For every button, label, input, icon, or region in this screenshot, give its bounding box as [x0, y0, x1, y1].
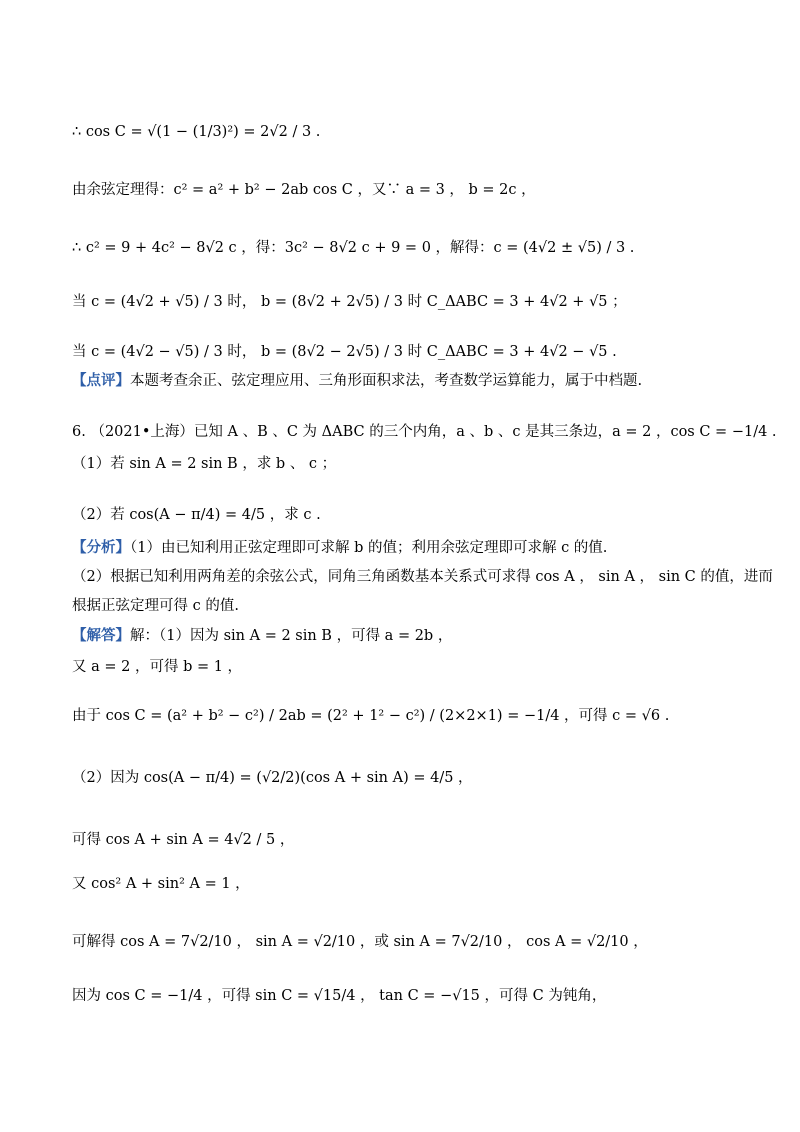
section-tag: 【点评】: [72, 372, 130, 389]
comment-line: 【点评】本题考查余正、弦定理应用、三角形面积求法，考查数学运算能力，属于中档题.: [72, 372, 643, 389]
section-tag: 【解答】: [72, 627, 130, 644]
section-tag: 【分析】: [72, 539, 130, 556]
solution-line-7: 可解得 cos A = 7√2/10 ， sin A = √2/10 ，或 sin A = 7√2/10 ， cos A = √2/10 ，: [72, 934, 648, 950]
problem-6-part-1: （1）若 sin A = 2 sin B ，求 b 、 c ；: [72, 456, 337, 472]
text-line-cosC: ∴ cos C = √(1 − (1/3)²) = 2√2 / 3 .: [72, 124, 321, 140]
analysis-line-3: 根据正弦定理可得 c 的值.: [72, 598, 239, 614]
analysis-line-2: （2）根据已知利用两角差的余弦公式，同角三角函数基本关系式可求得 cos A ， sin A ， sin C 的值，进而: [72, 569, 773, 585]
solution-line-2: 又 a = 2 ，可得 b = 1 ，: [72, 659, 243, 675]
solution-line-1: 【解答】解：（1）因为 sin A = 2 sin B ，可得 a = 2b ，: [72, 627, 453, 644]
solution-line-8: 因为 cos C = −1/4 ，可得 sin C = √15/4 ， tan C = −√15 ，可得 C 为钝角，: [72, 988, 607, 1004]
solution-line-3: 由于 cos C = (a² + b² − c²) / 2ab = (2² + 1² − c²) / (2×2×1) = −1/4 ，可得 c = √6 .: [72, 708, 670, 724]
problem-6-statement: 6. （2021•上海）已知 A 、B 、C 为 ΔABC 的三个内角，a 、b 、c 是其三条边，a = 2 ，cos C = −1/4 .: [72, 424, 777, 440]
solution-line-4: （2）因为 cos(A − π/4) = (√2/2)(cos A + sin A) = 4/5 ，: [72, 770, 473, 786]
text-line-quadratic: ∴ c² = 9 + 4c² − 8√2 c ，得：3c² − 8√2 c + 9 = 0 ，解得：c = (4√2 ± √5) / 3 .: [72, 240, 635, 256]
solution-line-6: 又 cos² A + sin² A = 1 ，: [72, 876, 250, 892]
text-line-cosine-law: 由余弦定理得：c² = a² + b² − 2ab cos C ，又∵ a = 3 ， b = 2c ，: [72, 182, 536, 198]
problem-6-part-2: （2）若 cos(A − π/4) = 4/5 ，求 c .: [72, 507, 321, 523]
text-line-case-plus: 当 c = (4√2 + √5) / 3 时， b = (8√2 + 2√5) / 3 时 C_ΔABC = 3 + 4√2 + √5 ；: [72, 294, 627, 310]
text-line-case-minus: 当 c = (4√2 − √5) / 3 时， b = (8√2 − 2√5) / 3 时 C_ΔABC = 3 + 4√2 − √5 .: [72, 344, 617, 360]
solution-line-5: 可得 cos A + sin A = 4√2 / 5 ，: [72, 832, 295, 848]
analysis-line-1: 【分析】（1）由已知利用正弦定理即可求解 b 的值；利用余弦定理即可求解 c 的值.: [72, 539, 608, 556]
